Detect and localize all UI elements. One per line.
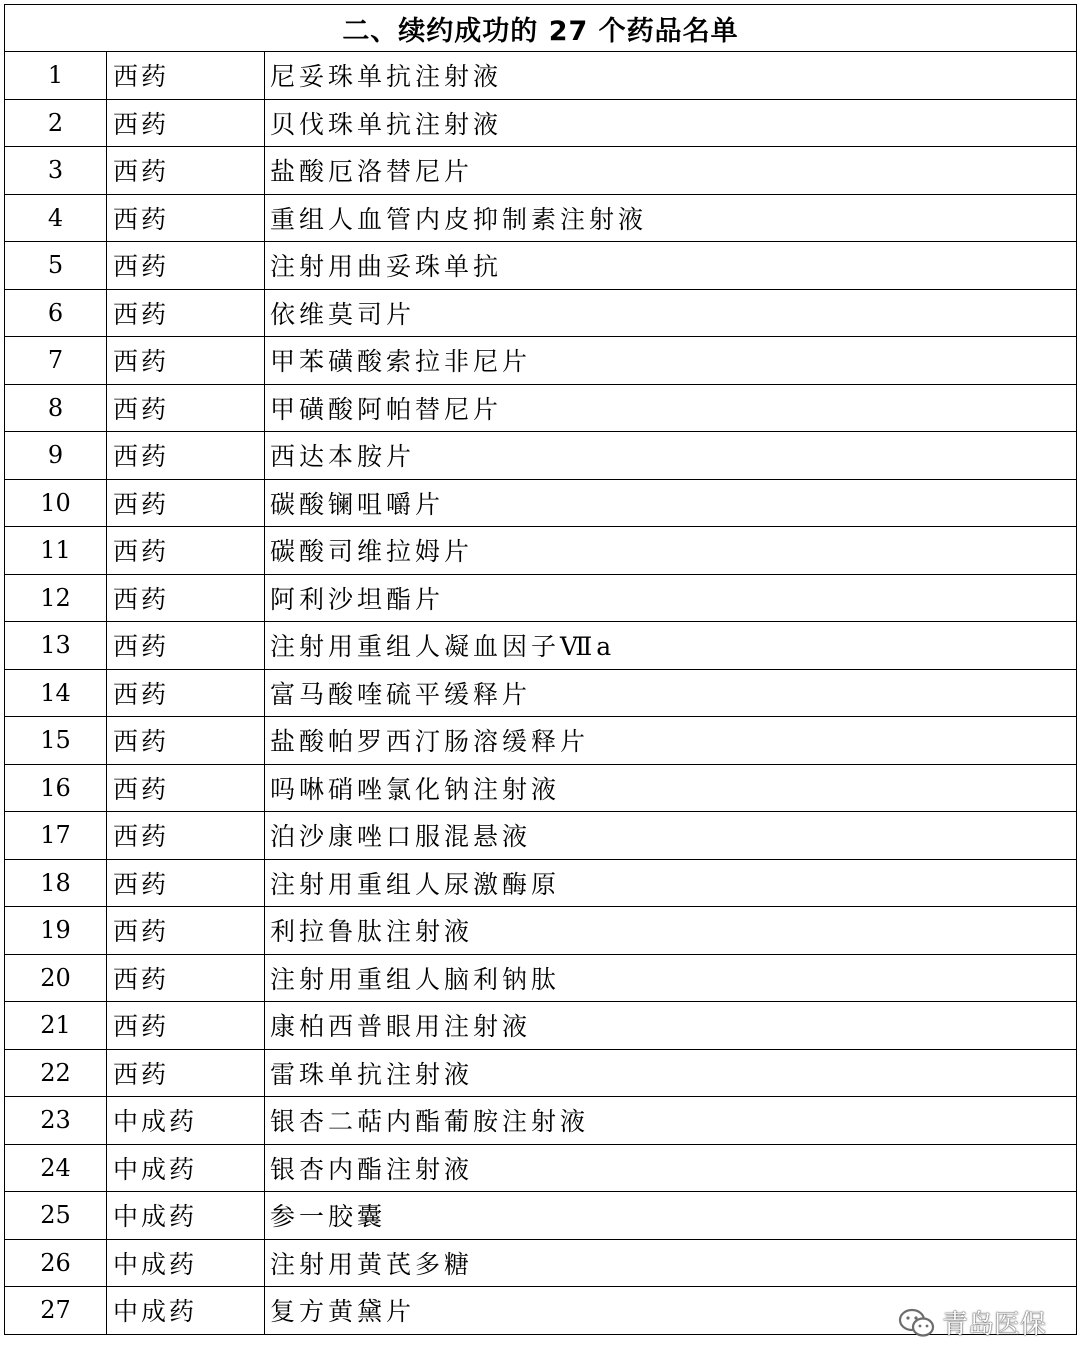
- wechat-icon: [898, 1307, 936, 1339]
- drug-name: 吗啉硝唑氯化钠注射液: [265, 764, 1077, 812]
- table-row: [5, 337, 1077, 385]
- row-number: 9: [5, 432, 107, 480]
- drug-name: 甲苯磺酸索拉非尼片: [265, 337, 1077, 385]
- drug-category: 西药: [107, 479, 265, 527]
- drug-name: 复方黄黛片: [265, 1287, 1077, 1335]
- drug-name: 参一胶囊: [265, 1192, 1077, 1240]
- table-row: [5, 669, 1077, 717]
- table-title: 二、续约成功的 27 个药品名单: [5, 5, 1077, 52]
- drug-category: 西药: [107, 289, 265, 337]
- drug-category: 西药: [107, 99, 265, 147]
- drug-name: 银杏二萜内酯葡胺注射液: [265, 1097, 1077, 1145]
- drug-name: 泊沙康唑口服混悬液: [265, 812, 1077, 860]
- drug-category: 西药: [107, 1002, 265, 1050]
- table-row: [5, 764, 1077, 812]
- drug-category: 西药: [107, 669, 265, 717]
- row-number: 1: [5, 52, 107, 100]
- drug-name: 碳酸镧咀嚼片: [265, 479, 1077, 527]
- drug-name: 注射用重组人凝血因子Ⅶa: [265, 622, 1077, 670]
- watermark-text: 青岛医保: [941, 1310, 1046, 1340]
- drug-category: 西药: [107, 527, 265, 575]
- table-title-row: [5, 5, 1077, 52]
- row-number: 7: [5, 337, 107, 385]
- row-number: 8: [5, 384, 107, 432]
- drug-category: 西药: [107, 907, 265, 955]
- row-number: 27: [5, 1287, 107, 1335]
- row-number: 18: [5, 859, 107, 907]
- drug-category: 西药: [107, 337, 265, 385]
- table-row: [5, 289, 1077, 337]
- drug-category: 西药: [107, 194, 265, 242]
- row-number: 11: [5, 527, 107, 575]
- table-row: [5, 432, 1077, 480]
- drug-category: 西药: [107, 717, 265, 765]
- drug-category: 西药: [107, 622, 265, 670]
- drug-category: 中成药: [107, 1144, 265, 1192]
- row-number: 22: [5, 1049, 107, 1097]
- row-number: 25: [5, 1192, 107, 1240]
- drug-name: 贝伐珠单抗注射液: [265, 99, 1077, 147]
- table-row: [5, 717, 1077, 765]
- drug-name: 西达本胺片: [265, 432, 1077, 480]
- drug-category: 中成药: [107, 1239, 265, 1287]
- drug-name: 利拉鲁肽注射液: [265, 907, 1077, 955]
- drug-name: 注射用黄芪多糖: [265, 1239, 1077, 1287]
- row-number: 19: [5, 907, 107, 955]
- drug-name: 尼妥珠单抗注射液: [265, 52, 1077, 100]
- drug-category: 西药: [107, 242, 265, 290]
- table-row: [5, 574, 1077, 622]
- drug-category: 西药: [107, 574, 265, 622]
- table-row: [5, 1097, 1077, 1145]
- drug-name: 盐酸厄洛替尼片: [265, 147, 1077, 195]
- table-row: [5, 52, 1077, 100]
- table-row: [5, 479, 1077, 527]
- drug-name: 依维莫司片: [265, 289, 1077, 337]
- table-row: [5, 859, 1077, 907]
- drug-category: 西药: [107, 859, 265, 907]
- row-number: 10: [5, 479, 107, 527]
- row-number: 23: [5, 1097, 107, 1145]
- drug-category: 西药: [107, 1049, 265, 1097]
- drug-category: 西药: [107, 52, 265, 100]
- table-row: [5, 194, 1077, 242]
- table-row: [5, 1049, 1077, 1097]
- drug-name: 注射用重组人脑利钠肽: [265, 954, 1077, 1002]
- table-row: [5, 147, 1077, 195]
- drug-list-table: [4, 4, 1077, 1335]
- drug-name: 盐酸帕罗西汀肠溶缓释片: [265, 717, 1077, 765]
- drug-category: 中成药: [107, 1192, 265, 1240]
- drug-name: 银杏内酯注射液: [265, 1144, 1077, 1192]
- drug-name: 注射用重组人尿激酶原: [265, 859, 1077, 907]
- row-number: 16: [5, 764, 107, 812]
- table-row: [5, 622, 1077, 670]
- drug-name: 阿利沙坦酯片: [265, 574, 1077, 622]
- table-row: [5, 812, 1077, 860]
- table-row: [5, 1144, 1077, 1192]
- row-number: 15: [5, 717, 107, 765]
- table-row: [5, 907, 1077, 955]
- drug-name: 康柏西普眼用注射液: [265, 1002, 1077, 1050]
- drug-category: 中成药: [107, 1287, 265, 1335]
- row-number: 4: [5, 194, 107, 242]
- row-number: 24: [5, 1144, 107, 1192]
- row-number: 2: [5, 99, 107, 147]
- row-number: 14: [5, 669, 107, 717]
- drug-name: 甲磺酸阿帕替尼片: [265, 384, 1077, 432]
- row-number: 21: [5, 1002, 107, 1050]
- drug-name: 富马酸喹硫平缓释片: [265, 669, 1077, 717]
- drug-category: 西药: [107, 954, 265, 1002]
- row-number: 3: [5, 147, 107, 195]
- row-number: 5: [5, 242, 107, 290]
- row-number: 20: [5, 954, 107, 1002]
- table-row: [5, 1192, 1077, 1240]
- watermark: [898, 1304, 1046, 1341]
- table-row: [5, 527, 1077, 575]
- drug-category: 中成药: [107, 1097, 265, 1145]
- table-row: [5, 1239, 1077, 1287]
- row-number: 6: [5, 289, 107, 337]
- table-row: [5, 242, 1077, 290]
- table-row: [5, 1002, 1077, 1050]
- drug-name: 重组人血管内皮抑制素注射液: [265, 194, 1077, 242]
- row-number: 12: [5, 574, 107, 622]
- drug-category: 西药: [107, 384, 265, 432]
- row-number: 17: [5, 812, 107, 860]
- table-row: [5, 99, 1077, 147]
- drug-category: 西药: [107, 812, 265, 860]
- row-number: 13: [5, 622, 107, 670]
- drug-category: 西药: [107, 764, 265, 812]
- row-number: 26: [5, 1239, 107, 1287]
- drug-category: 西药: [107, 147, 265, 195]
- drug-name: 碳酸司维拉姆片: [265, 527, 1077, 575]
- table-row: [5, 954, 1077, 1002]
- drug-name: 雷珠单抗注射液: [265, 1049, 1077, 1097]
- table-row: [5, 384, 1077, 432]
- drug-name: 注射用曲妥珠单抗: [265, 242, 1077, 290]
- drug-category: 西药: [107, 432, 265, 480]
